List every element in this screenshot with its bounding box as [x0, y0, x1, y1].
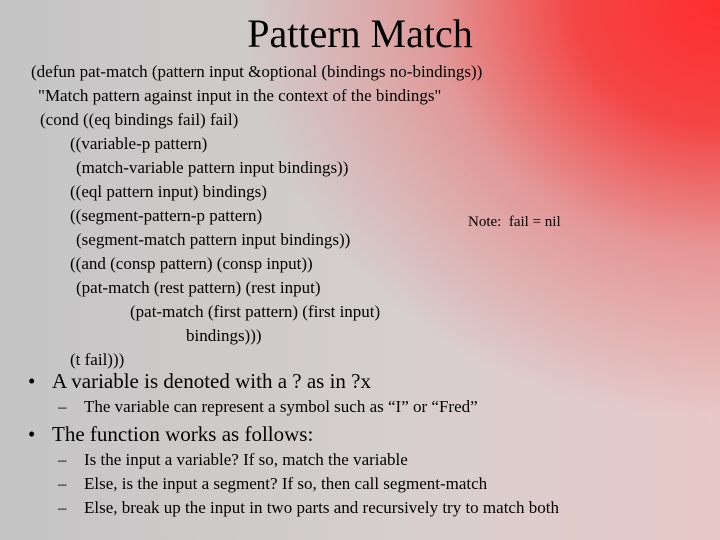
code-line: ((variable-p pattern) [70, 134, 208, 153]
code-line: (match-variable pattern input bindings)) [76, 158, 349, 177]
code-line: (cond ((eq bindings fail) fail) [40, 110, 239, 129]
dash-icon: – [58, 498, 67, 517]
sub-bullet-text: Else, break up the input in two parts and recursively try to match both [84, 498, 559, 517]
note-text: Note: fail = nil [468, 214, 561, 230]
sub-bullet-text: Is the input a variable? If so, match the variable [84, 450, 408, 469]
code-line: (t fail))) [70, 350, 125, 369]
dash-icon: – [58, 450, 67, 469]
code-line: "Match pattern against input in the context of the bindings" [38, 86, 442, 105]
code-line: ((eql pattern input) bindings) [70, 182, 267, 201]
code-line: ((segment-pattern-p pattern) [70, 206, 263, 225]
dash-icon: – [58, 397, 67, 416]
slide-title: Pattern Match [247, 11, 473, 56]
code-line: bindings))) [186, 326, 262, 345]
code-line: (pat-match (first pattern) (first input) [130, 302, 381, 321]
code-line: (defun pat-match (pattern input &optional (bindings no-bindings)) [31, 62, 483, 81]
code-line: (pat-match (rest pattern) (rest input) [76, 278, 321, 297]
dash-icon: – [58, 474, 67, 493]
bullet-text: A variable is denoted with a ? as in ?x [52, 369, 371, 393]
code-line: ((and (consp pattern) (consp input)) [70, 254, 313, 273]
sub-bullet-text: Else, is the input a segment? If so, then call segment-match [84, 474, 488, 493]
bullet-icon: • [28, 422, 36, 446]
bullet-icon: • [28, 369, 36, 393]
sub-bullet-text: The variable can represent a symbol such as “I” or “Fred” [84, 397, 478, 416]
code-line: (segment-match pattern input bindings)) [76, 230, 351, 249]
bullet-text: The function works as follows: [52, 422, 314, 446]
